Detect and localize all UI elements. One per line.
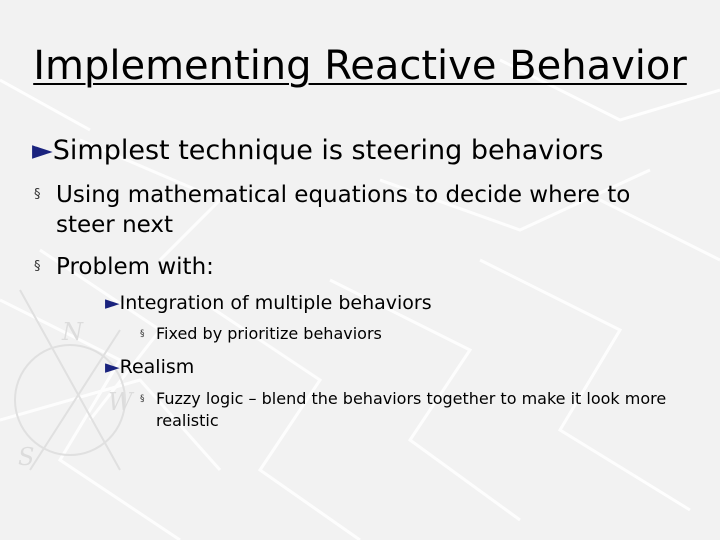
compass-letter-w: W [108,388,133,416]
compass-letter-n: N [62,318,83,346]
arrow-bullet-icon: ► [105,356,120,378]
square-bullet-icon: § [140,329,145,339]
compass-letter-s: S [18,443,35,471]
bullet-text: Fixed by prioritize behaviors [156,324,382,343]
bullet-text: Integration of multiple behaviors [119,292,432,314]
arrow-bullet-icon: ► [32,135,53,166]
bullet-text: Simplest technique is steering behaviors [52,135,604,166]
bullet-text: Fuzzy logic – blend the behaviors together to make it look more realistic [156,389,667,430]
bullet-level1 [32,134,720,168]
arrow-bullet-icon: ► [105,292,120,314]
sub-sub-bullet-integration [105,291,720,316]
square-bullet-icon: § [140,394,145,404]
square-bullet-icon: § [34,187,41,202]
bullet-text: Realism [119,356,195,378]
slide-title: Implementing Reactive Behavior [33,43,687,89]
sub-sub-bullet-realism [105,355,720,380]
square-bullet-icon: § [34,259,41,274]
bullet-text: Problem with: [56,254,214,280]
bullet-text: Using mathematical equations to decide where to steer next [56,182,631,238]
